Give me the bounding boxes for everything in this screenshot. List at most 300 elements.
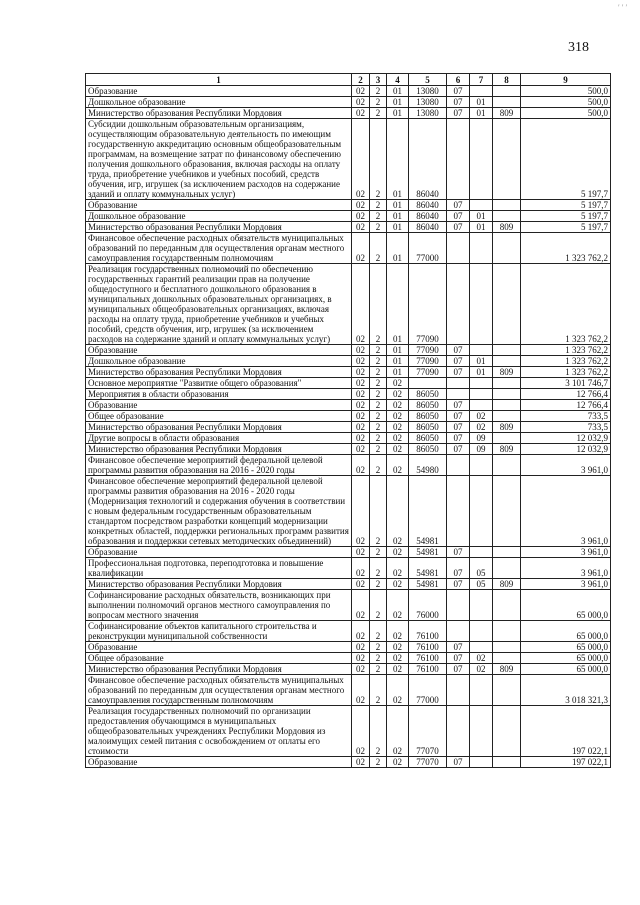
code-activity-cell: 02 <box>387 757 409 768</box>
code-program-cell: 02 <box>352 579 370 590</box>
code-program-cell: 02 <box>352 108 370 119</box>
code-direction-cell: 77000 <box>409 675 447 706</box>
row-name-cell: Образование <box>86 200 352 211</box>
code-section-cell: 07 <box>447 411 470 422</box>
code-program-cell: 02 <box>352 345 370 356</box>
amount-cell: 1 323 762,2 <box>521 356 611 367</box>
code-section-cell: 07 <box>447 356 470 367</box>
code-subprogram-cell: 2 <box>370 579 387 590</box>
code-program-cell: 02 <box>352 97 370 108</box>
amount-cell: 1 323 762,2 <box>521 233 611 264</box>
table-row <box>86 108 611 119</box>
code-subsection-cell: 01 <box>470 211 493 222</box>
code-activity-cell: 01 <box>387 200 409 211</box>
code-ministry-cell <box>493 706 521 757</box>
code-subprogram-cell: 2 <box>370 547 387 558</box>
code-subsection-cell: 01 <box>470 356 493 367</box>
code-program-cell: 02 <box>352 455 370 476</box>
code-program-cell: 02 <box>352 367 370 378</box>
code-subsection-cell <box>470 264 493 345</box>
code-ministry-cell <box>493 345 521 356</box>
code-subsection-cell: 02 <box>470 422 493 433</box>
code-section-cell <box>447 590 470 621</box>
row-name-cell: Дошкольное образование <box>86 211 352 222</box>
header-cell: 1 <box>86 74 352 86</box>
row-name-cell: Финансовое обеспечение мероприятий федеральной целевой программы развития образования на 2016 - 2020 годы (Модернизация технологий и содержания обучения в соответствии с новым федеральным государственным образовательным стандартом посредством разработки концепций модернизации конкретных областей, поддержки региональных программ развития образования и поддержки сетевых методических объединений) <box>86 476 352 547</box>
code-subsection-cell: 05 <box>470 558 493 579</box>
code-subsection-cell <box>470 590 493 621</box>
row-name-cell: Образование <box>86 757 352 768</box>
code-direction-cell: 76100 <box>409 664 447 675</box>
code-program-cell: 02 <box>352 264 370 345</box>
row-name-cell: Дошкольное образование <box>86 97 352 108</box>
table-row <box>86 547 611 558</box>
row-name-cell: Общее образование <box>86 411 352 422</box>
code-direction-cell <box>409 378 447 389</box>
code-ministry-cell <box>493 411 521 422</box>
code-program-cell: 02 <box>352 119 370 200</box>
table-row <box>86 675 611 706</box>
code-subprogram-cell: 2 <box>370 558 387 579</box>
amount-cell: 65 000,0 <box>521 642 611 653</box>
code-subsection-cell <box>470 345 493 356</box>
code-subprogram-cell: 2 <box>370 444 387 455</box>
code-direction-cell: 86050 <box>409 422 447 433</box>
amount-cell: 1 323 762,2 <box>521 345 611 356</box>
code-program-cell: 02 <box>352 233 370 264</box>
code-program-cell: 02 <box>352 558 370 579</box>
table-row <box>86 356 611 367</box>
code-activity-cell: 02 <box>387 411 409 422</box>
code-activity-cell: 01 <box>387 222 409 233</box>
code-ministry-cell: 809 <box>493 579 521 590</box>
code-direction-cell: 86050 <box>409 400 447 411</box>
amount-cell: 733,5 <box>521 411 611 422</box>
row-name-cell: Профессиональная подготовка, переподготовка и повышение квалификации <box>86 558 352 579</box>
code-section-cell <box>447 389 470 400</box>
table-row <box>86 757 611 768</box>
code-ministry-cell <box>493 590 521 621</box>
table-row <box>86 264 611 345</box>
code-subprogram-cell: 2 <box>370 345 387 356</box>
code-activity-cell: 02 <box>387 590 409 621</box>
code-activity-cell: 02 <box>387 664 409 675</box>
code-subprogram-cell: 2 <box>370 97 387 108</box>
code-subsection-cell <box>470 86 493 97</box>
table-row <box>86 422 611 433</box>
code-section-cell: 07 <box>447 664 470 675</box>
code-program-cell: 02 <box>352 422 370 433</box>
code-subsection-cell: 09 <box>470 433 493 444</box>
code-direction-cell: 77090 <box>409 356 447 367</box>
code-subprogram-cell: 2 <box>370 367 387 378</box>
row-name-cell: Министерство образования Республики Мордовия <box>86 108 352 119</box>
row-name-cell: Министерство образования Республики Мордовия <box>86 664 352 675</box>
code-subprogram-cell: 2 <box>370 200 387 211</box>
code-section-cell: 07 <box>447 211 470 222</box>
amount-cell: 65 000,0 <box>521 621 611 642</box>
table-row <box>86 200 611 211</box>
code-subprogram-cell: 2 <box>370 664 387 675</box>
code-ministry-cell <box>493 642 521 653</box>
header-cell: 2 <box>352 74 370 86</box>
amount-cell: 733,5 <box>521 422 611 433</box>
amount-cell: 3 961,0 <box>521 579 611 590</box>
code-section-cell: 07 <box>447 558 470 579</box>
budget-table <box>85 73 611 768</box>
code-ministry-cell <box>493 675 521 706</box>
code-ministry-cell: 809 <box>493 422 521 433</box>
table-row <box>86 444 611 455</box>
code-subsection-cell <box>470 389 493 400</box>
code-ministry-cell <box>493 757 521 768</box>
amount-cell: 3 961,0 <box>521 455 611 476</box>
code-section-cell: 07 <box>447 86 470 97</box>
code-program-cell: 02 <box>352 378 370 389</box>
amount-cell: 12 766,4 <box>521 389 611 400</box>
row-name-cell: Министерство образования Республики Мордовия <box>86 222 352 233</box>
code-activity-cell: 02 <box>387 653 409 664</box>
code-section-cell: 07 <box>447 653 470 664</box>
code-activity-cell: 01 <box>387 97 409 108</box>
code-section-cell <box>447 233 470 264</box>
header-cell: 9 <box>521 74 611 86</box>
code-subprogram-cell: 2 <box>370 233 387 264</box>
table-row <box>86 367 611 378</box>
code-direction-cell: 77070 <box>409 757 447 768</box>
table-row <box>86 86 611 97</box>
table-row <box>86 378 611 389</box>
table-row <box>86 211 611 222</box>
code-subsection-cell <box>470 476 493 547</box>
code-subsection-cell <box>470 757 493 768</box>
row-name-cell: Образование <box>86 642 352 653</box>
code-subprogram-cell: 2 <box>370 389 387 400</box>
code-subsection-cell: 01 <box>470 108 493 119</box>
amount-cell: 3 018 321,3 <box>521 675 611 706</box>
code-direction-cell: 77070 <box>409 706 447 757</box>
amount-cell: 3 961,0 <box>521 558 611 579</box>
code-program-cell: 02 <box>352 444 370 455</box>
header-cell: 6 <box>447 74 470 86</box>
amount-cell: 65 000,0 <box>521 664 611 675</box>
row-name-cell: Министерство образования Республики Мордовия <box>86 579 352 590</box>
row-name-cell: Образование <box>86 400 352 411</box>
code-section-cell <box>447 119 470 200</box>
code-activity-cell: 01 <box>387 211 409 222</box>
amount-cell: 1 323 762,2 <box>521 264 611 345</box>
code-subprogram-cell: 2 <box>370 757 387 768</box>
code-direction-cell: 54981 <box>409 547 447 558</box>
code-section-cell: 07 <box>447 547 470 558</box>
header-cell: 5 <box>409 74 447 86</box>
code-ministry-cell <box>493 400 521 411</box>
code-section-cell <box>447 378 470 389</box>
row-name-cell: Министерство образования Республики Мордовия <box>86 444 352 455</box>
amount-cell: 197 022,1 <box>521 706 611 757</box>
page-number: 318 <box>568 40 589 55</box>
code-subsection-cell <box>470 119 493 200</box>
scan-corner-mark: ′ ′ ′ <box>618 3 628 12</box>
code-activity-cell: 02 <box>387 378 409 389</box>
row-name-cell: Мероприятия в области образования <box>86 389 352 400</box>
code-section-cell: 07 <box>447 433 470 444</box>
table-row <box>86 664 611 675</box>
code-activity-cell: 02 <box>387 579 409 590</box>
code-subprogram-cell: 2 <box>370 211 387 222</box>
code-subprogram-cell: 2 <box>370 222 387 233</box>
code-subsection-cell: 02 <box>470 411 493 422</box>
code-subprogram-cell: 2 <box>370 706 387 757</box>
code-activity-cell: 02 <box>387 389 409 400</box>
code-activity-cell: 02 <box>387 400 409 411</box>
code-program-cell: 02 <box>352 664 370 675</box>
code-subprogram-cell: 2 <box>370 411 387 422</box>
amount-cell: 12 032,9 <box>521 433 611 444</box>
code-subsection-cell <box>470 621 493 642</box>
code-direction-cell: 13080 <box>409 108 447 119</box>
code-program-cell: 02 <box>352 356 370 367</box>
code-subsection-cell: 05 <box>470 579 493 590</box>
amount-cell: 5 197,7 <box>521 211 611 222</box>
row-name-cell: Общее образование <box>86 653 352 664</box>
code-section-cell <box>447 476 470 547</box>
row-name-cell: Образование <box>86 547 352 558</box>
code-subprogram-cell: 2 <box>370 422 387 433</box>
code-section-cell: 07 <box>447 579 470 590</box>
code-direction-cell: 76100 <box>409 642 447 653</box>
code-ministry-cell <box>493 86 521 97</box>
code-direction-cell: 86050 <box>409 389 447 400</box>
code-subsection-cell: 09 <box>470 444 493 455</box>
code-ministry-cell: 809 <box>493 444 521 455</box>
table-row <box>86 706 611 757</box>
code-direction-cell: 76100 <box>409 653 447 664</box>
code-subprogram-cell: 2 <box>370 590 387 621</box>
code-activity-cell: 02 <box>387 558 409 579</box>
code-direction-cell: 76100 <box>409 621 447 642</box>
code-subprogram-cell: 2 <box>370 378 387 389</box>
row-name-cell: Софинансирование расходных обязательств, возникающих при выполнении полномочий органов местного самоуправления по вопросам местного значения <box>86 590 352 621</box>
code-direction-cell: 86050 <box>409 433 447 444</box>
code-section-cell: 07 <box>447 345 470 356</box>
code-program-cell: 02 <box>352 757 370 768</box>
code-subsection-cell: 01 <box>470 222 493 233</box>
code-activity-cell: 01 <box>387 233 409 264</box>
code-program-cell: 02 <box>352 200 370 211</box>
code-activity-cell: 01 <box>387 264 409 345</box>
code-direction-cell: 54981 <box>409 558 447 579</box>
code-subprogram-cell: 2 <box>370 476 387 547</box>
code-ministry-cell <box>493 200 521 211</box>
code-ministry-cell <box>493 653 521 664</box>
code-ministry-cell <box>493 119 521 200</box>
code-ministry-cell <box>493 233 521 264</box>
row-name-cell: Образование <box>86 345 352 356</box>
row-name-cell: Образование <box>86 86 352 97</box>
code-program-cell: 02 <box>352 400 370 411</box>
code-activity-cell: 01 <box>387 86 409 97</box>
code-section-cell: 07 <box>447 642 470 653</box>
code-direction-cell: 86040 <box>409 222 447 233</box>
amount-cell: 12 032,9 <box>521 444 611 455</box>
amount-cell: 3 961,0 <box>521 476 611 547</box>
code-section-cell <box>447 621 470 642</box>
code-activity-cell: 02 <box>387 455 409 476</box>
amount-cell: 3 101 746,7 <box>521 378 611 389</box>
code-section-cell: 07 <box>447 97 470 108</box>
code-ministry-cell <box>493 621 521 642</box>
code-subsection-cell <box>470 455 493 476</box>
code-section-cell: 07 <box>447 200 470 211</box>
code-subsection-cell <box>470 706 493 757</box>
table-row <box>86 389 611 400</box>
code-direction-cell: 77090 <box>409 264 447 345</box>
table-row <box>86 97 611 108</box>
code-subprogram-cell: 2 <box>370 356 387 367</box>
code-direction-cell: 54980 <box>409 455 447 476</box>
row-name-cell: Дошкольное образование <box>86 356 352 367</box>
code-activity-cell: 02 <box>387 706 409 757</box>
amount-cell: 1 323 762,2 <box>521 367 611 378</box>
code-subprogram-cell: 2 <box>370 400 387 411</box>
amount-cell: 197 022,1 <box>521 757 611 768</box>
table-row <box>86 233 611 264</box>
row-name-cell: Министерство образования Республики Мордовия <box>86 367 352 378</box>
code-subsection-cell <box>470 200 493 211</box>
table-row <box>86 590 611 621</box>
code-subprogram-cell: 2 <box>370 621 387 642</box>
row-name-cell: Реализация государственных полномочий по обеспечению государственных гарантий реализации прав на получение общедоступного и бесплатного дошкольного образования в муниципальных дошкольных образовательных организациях, в муниципальных общеобразовательных организациях, включая расходы на оплату труда, приобретение учебников и учебных пособий, средств обучения, игр, игрушек (за исключением расходов на содержание зданий и оплату коммунальных услуг) <box>86 264 352 345</box>
table-row <box>86 222 611 233</box>
code-activity-cell: 02 <box>387 476 409 547</box>
table-row <box>86 579 611 590</box>
code-activity-cell: 01 <box>387 367 409 378</box>
table-row <box>86 653 611 664</box>
code-activity-cell: 01 <box>387 356 409 367</box>
code-program-cell: 02 <box>352 86 370 97</box>
code-program-cell: 02 <box>352 222 370 233</box>
code-ministry-cell <box>493 378 521 389</box>
code-activity-cell: 01 <box>387 119 409 200</box>
code-program-cell: 02 <box>352 590 370 621</box>
code-subprogram-cell: 2 <box>370 108 387 119</box>
code-direction-cell: 86040 <box>409 200 447 211</box>
code-direction-cell: 13080 <box>409 97 447 108</box>
code-subsection-cell <box>470 642 493 653</box>
table-row <box>86 558 611 579</box>
amount-cell: 65 000,0 <box>521 653 611 664</box>
code-program-cell: 02 <box>352 621 370 642</box>
code-ministry-cell <box>493 455 521 476</box>
table-row <box>86 621 611 642</box>
code-ministry-cell <box>493 547 521 558</box>
table-row <box>86 433 611 444</box>
code-activity-cell: 02 <box>387 444 409 455</box>
code-section-cell <box>447 675 470 706</box>
amount-cell: 500,0 <box>521 108 611 119</box>
code-subprogram-cell: 2 <box>370 433 387 444</box>
code-subsection-cell <box>470 547 493 558</box>
code-ministry-cell <box>493 433 521 444</box>
code-subprogram-cell: 2 <box>370 653 387 664</box>
code-section-cell: 07 <box>447 422 470 433</box>
row-name-cell: Финансовое обеспечение расходных обязательств муниципальных образований по переданным для осуществления органам местного самоуправления государственным полномочиям <box>86 675 352 706</box>
code-activity-cell: 02 <box>387 621 409 642</box>
code-subsection-cell: 01 <box>470 97 493 108</box>
code-ministry-cell: 809 <box>493 222 521 233</box>
table-row <box>86 400 611 411</box>
code-section-cell: 07 <box>447 757 470 768</box>
code-activity-cell: 02 <box>387 642 409 653</box>
code-ministry-cell <box>493 389 521 400</box>
code-subprogram-cell: 2 <box>370 642 387 653</box>
code-direction-cell: 86040 <box>409 211 447 222</box>
code-activity-cell: 02 <box>387 547 409 558</box>
amount-cell: 500,0 <box>521 86 611 97</box>
code-direction-cell: 13080 <box>409 86 447 97</box>
code-section-cell: 07 <box>447 444 470 455</box>
code-ministry-cell <box>493 558 521 579</box>
header-cell: 3 <box>370 74 387 86</box>
code-program-cell: 02 <box>352 675 370 706</box>
header-cell: 7 <box>470 74 493 86</box>
table-body <box>86 86 611 768</box>
table-row <box>86 119 611 200</box>
code-subprogram-cell: 2 <box>370 264 387 345</box>
code-program-cell: 02 <box>352 433 370 444</box>
code-activity-cell: 02 <box>387 675 409 706</box>
code-program-cell: 02 <box>352 642 370 653</box>
code-activity-cell: 02 <box>387 433 409 444</box>
code-ministry-cell: 809 <box>493 664 521 675</box>
code-subsection-cell <box>470 400 493 411</box>
row-name-cell: Министерство образования Республики Мордовия <box>86 422 352 433</box>
code-direction-cell: 54981 <box>409 579 447 590</box>
code-ministry-cell <box>493 211 521 222</box>
code-section-cell <box>447 455 470 476</box>
code-section-cell: 07 <box>447 108 470 119</box>
code-ministry-cell <box>493 97 521 108</box>
row-name-cell: Финансовое обеспечение расходных обязательств муниципальных образований по переданным для осуществления органам местного самоуправления государственным полномочиям <box>86 233 352 264</box>
code-section-cell: 07 <box>447 400 470 411</box>
table-row <box>86 411 611 422</box>
header-cell: 8 <box>493 74 521 86</box>
amount-cell: 5 197,7 <box>521 119 611 200</box>
row-name-cell: Основное мероприятие "Развитие общего образования" <box>86 378 352 389</box>
code-ministry-cell <box>493 264 521 345</box>
amount-cell: 5 197,7 <box>521 200 611 211</box>
code-program-cell: 02 <box>352 411 370 422</box>
code-ministry-cell: 809 <box>493 108 521 119</box>
table-row <box>86 642 611 653</box>
code-program-cell: 02 <box>352 706 370 757</box>
code-activity-cell: 02 <box>387 422 409 433</box>
code-direction-cell: 86040 <box>409 119 447 200</box>
header-cell: 4 <box>387 74 409 86</box>
code-subsection-cell <box>470 378 493 389</box>
amount-cell: 500,0 <box>521 97 611 108</box>
code-activity-cell: 01 <box>387 345 409 356</box>
row-name-cell: Финансовое обеспечение мероприятий федеральной целевой программы развития образования на 2016 - 2020 годы <box>86 455 352 476</box>
code-subprogram-cell: 2 <box>370 455 387 476</box>
amount-cell: 65 000,0 <box>521 590 611 621</box>
code-subsection-cell: 02 <box>470 653 493 664</box>
amount-cell: 5 197,7 <box>521 222 611 233</box>
row-name-cell: Реализация государственных полномочий по организации предоставления обучающимся в муниципальных общеобразовательных учреждениях Республики Мордовия из малоимущих семей питания с освобождением от оплаты его стоимости <box>86 706 352 757</box>
code-direction-cell: 54981 <box>409 476 447 547</box>
code-section-cell <box>447 264 470 345</box>
